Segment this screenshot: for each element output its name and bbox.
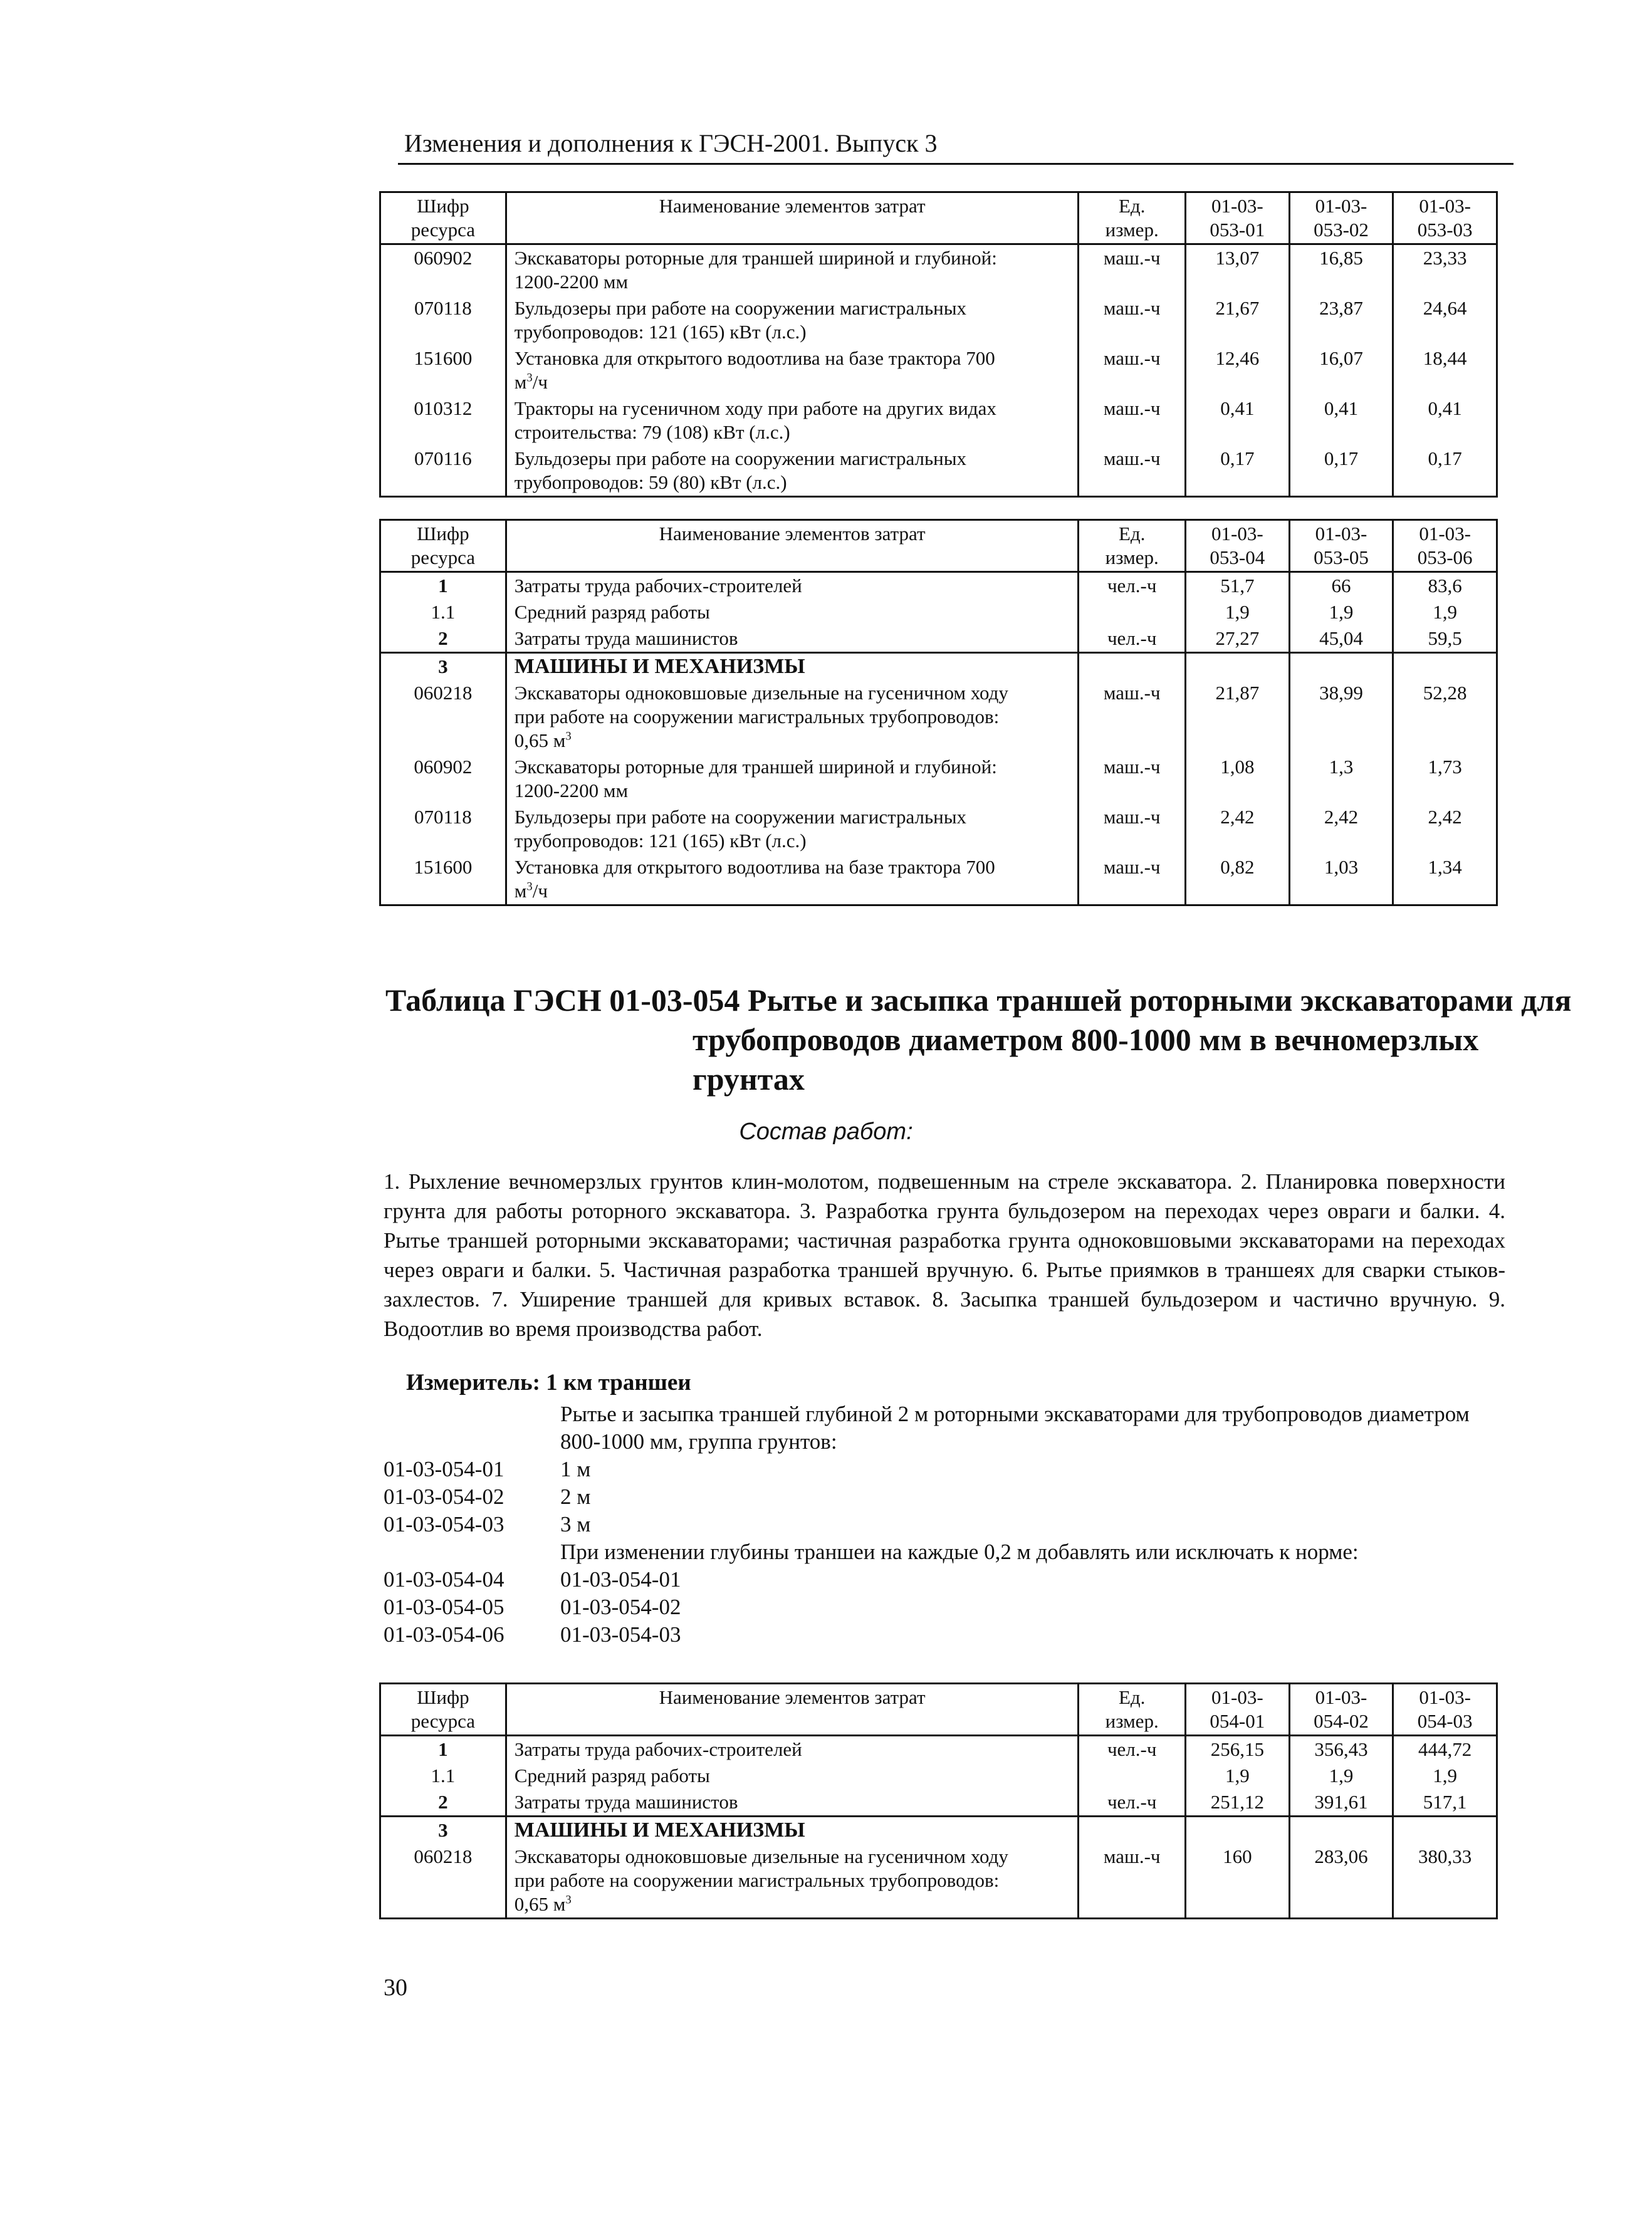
norm-item (384, 1511, 1512, 1538)
col-norm-header: 01-03- 053-05 (1289, 520, 1393, 572)
empty-cell (1393, 653, 1497, 681)
resource-code: 151600 (380, 854, 506, 905)
cost-table-054-01-03 (379, 1682, 1498, 1919)
norm-value: 251,12 (1186, 1789, 1290, 1817)
resource-name: Затраты труда рабочих-строителей (506, 1736, 1079, 1763)
table-row (380, 854, 1497, 905)
col-unit-header: Ед. измер. (1079, 520, 1186, 572)
norm-value: 160 (1186, 1844, 1290, 1919)
section-row (380, 653, 1497, 681)
resource-code: 060218 (380, 1844, 506, 1919)
norm-text: 2 м (560, 1484, 591, 1509)
norm-value: 1,9 (1186, 1763, 1290, 1789)
resource-name: Затраты труда машинистов (506, 625, 1079, 653)
resource-code: 060902 (380, 754, 506, 804)
norm-item (384, 1594, 1512, 1621)
resource-code: 070116 (380, 446, 506, 497)
unit (1079, 1763, 1186, 1789)
norm-value: 38,99 (1289, 680, 1393, 754)
resource-code: 060902 (380, 244, 506, 296)
norm-value: 51,7 (1186, 572, 1290, 600)
resource-code: 1 (380, 1736, 506, 1763)
table-row (380, 572, 1497, 600)
norm-code: 01-03-054-06 (384, 1622, 504, 1647)
norm-value: 12,46 (1186, 345, 1290, 395)
col-norm-header: 01-03- 054-01 (1186, 1684, 1290, 1736)
col-norm-header: 01-03- 053-01 (1186, 192, 1290, 244)
norm-code: 01-03-054-04 (384, 1567, 504, 1592)
col-norm-header: 01-03- 054-03 (1393, 1684, 1497, 1736)
norm-value: 18,44 (1393, 345, 1497, 395)
resource-code: 1.1 (380, 599, 506, 625)
norm-value: 1,73 (1393, 754, 1497, 804)
table-row (380, 680, 1497, 754)
col-norm-header: 01-03- 054-02 (1289, 1684, 1393, 1736)
col-code-header: Шифр ресурса (380, 1684, 506, 1736)
norm-value: 21,67 (1186, 295, 1290, 345)
table-row (380, 599, 1497, 625)
empty-cell (1289, 653, 1393, 681)
col-unit-header: Ед. измер. (1079, 192, 1186, 244)
resource-name: Средний разряд работы (506, 599, 1079, 625)
resource-name: Установка для открытого водоотлива на базе трактора 700 $м^3/ч$ (506, 345, 1079, 395)
norm-value: 283,06 (1289, 1844, 1393, 1919)
unit: маш.-ч (1079, 446, 1186, 497)
norm-value: 0,82 (1186, 854, 1290, 905)
norm-value: 356,43 (1289, 1736, 1393, 1763)
col-norm-header: 01-03- 053-04 (1186, 520, 1290, 572)
table-header-row (380, 192, 1497, 244)
resource-name: Бульдозеры при работе на сооружении магистральных трубопроводов: 121 (165) кВт (л.с.) (506, 804, 1079, 854)
section-name: МАШИНЫ И МЕХАНИЗМЫ (506, 653, 1079, 681)
table-header-row (380, 520, 1497, 572)
section-code: 3 (380, 1817, 506, 1844)
norm-value: 83,6 (1393, 572, 1497, 600)
table-row (380, 1736, 1497, 1763)
unit: маш.-ч (1079, 854, 1186, 905)
norm-value: 1,9 (1289, 1763, 1393, 1789)
norm-code: 01-03-054-01 (384, 1457, 504, 1481)
norm-value: 24,64 (1393, 295, 1497, 345)
empty-cell (1079, 1817, 1186, 1844)
norm-text: 1 м (560, 1457, 591, 1481)
cost-table-053-01-03 (379, 191, 1498, 498)
work-composition-text: 1. Рыхление вечномерзлых грунтов клин-молотом, подвешенным на стреле экскаватора. 2. Планировка поверхности грунта для работы роторного экскаватора. 3. Разработка грунта бульдозером на переходах через овраги и балки. 4. Рытье траншей роторными экскаваторами; частичная разработка грунта одноковшовыми экскаваторами на переходах через овраги и балки. 5. Частичная разработка траншей вручную. 6. Рытье приямков в траншеях для сварки стыков-захлестов. 7. Уширение траншей для кривых вставок. 8. Засыпка траншей бульдозером и частично вручную. 9. Водоотлив во время производства работ. (384, 1169, 1505, 1341)
col-name-header: Наименование элементов затрат (506, 1684, 1079, 1736)
unit: чел.-ч (1079, 572, 1186, 600)
norm-text: 3 м (560, 1512, 591, 1536)
norm-value: 1,9 (1186, 599, 1290, 625)
table-header-row (380, 1684, 1497, 1736)
norm-code: 01-03-054-03 (384, 1512, 504, 1536)
table-row (380, 295, 1497, 345)
norm-value: 1,3 (1289, 754, 1393, 804)
norm-value: 1,9 (1393, 599, 1497, 625)
empty-cell (1289, 1817, 1393, 1844)
unit: чел.-ч (1079, 1736, 1186, 1763)
table-row (380, 446, 1497, 497)
empty-cell (1186, 653, 1290, 681)
norm-value: 0,17 (1289, 446, 1393, 497)
norm-code: 01-03-054-02 (384, 1484, 504, 1509)
table-title-line: Таблица ГЭСН 01-03-054 Рытье и засыпка траншей роторными экскаваторами для (385, 983, 1572, 1018)
unit (1079, 599, 1186, 625)
norm-value: 2,42 (1289, 804, 1393, 854)
resource-code: 060218 (380, 680, 506, 754)
norm-value: 1,08 (1186, 754, 1290, 804)
table-row (380, 754, 1497, 804)
norm-item (384, 1621, 1512, 1649)
running-header: Изменения и дополнения к ГЭСН-2001. Выпуск 3 (404, 129, 938, 157)
resource-name: Затраты труда машинистов (506, 1789, 1079, 1817)
unit: маш.-ч (1079, 244, 1186, 296)
col-norm-header: 01-03- 053-02 (1289, 192, 1393, 244)
unit: маш.-ч (1079, 754, 1186, 804)
table-row (380, 1844, 1497, 1919)
unit: маш.-ч (1079, 295, 1186, 345)
col-code-header: Шифр ресурса (380, 520, 506, 572)
norm-value: 1,9 (1289, 599, 1393, 625)
resource-code: 070118 (380, 804, 506, 854)
norm-description: Рытье и засыпка траншей глубиной 2 м роторными экскаваторами для трубопроводов диаметром 800-1000 мм, группа грунтов: (560, 1402, 1470, 1454)
resource-name: Установка для открытого водоотлива на базе трактора 700 $м^3/ч$ (506, 854, 1079, 905)
resource-code: 151600 (380, 345, 506, 395)
norm-value: 13,07 (1186, 244, 1290, 296)
norm-value: 0,41 (1289, 395, 1393, 446)
section-name: МАШИНЫ И МЕХАНИЗМЫ (506, 1817, 1079, 1844)
norm-list (384, 1401, 1512, 1649)
norm-value: 0,41 (1186, 395, 1290, 446)
unit: чел.-ч (1079, 1789, 1186, 1817)
norm-code: 01-03-054-05 (384, 1595, 504, 1619)
resource-name: Затраты труда рабочих-строителей (506, 572, 1079, 600)
resource-name: Бульдозеры при работе на сооружении магистральных трубопроводов: 59 (80) кВт (л.с.) (506, 446, 1079, 497)
col-name-header: Наименование элементов затрат (506, 520, 1079, 572)
table-title (385, 981, 1572, 1099)
unit: чел.-ч (1079, 625, 1186, 653)
norm-description: При изменении глубины траншеи на каждые 0,2 м добавлять или исключать к норме: (560, 1540, 1359, 1564)
norm-value: 1,9 (1393, 1763, 1497, 1789)
norm-value: 1,03 (1289, 854, 1393, 905)
norm-value: 2,42 (1186, 804, 1290, 854)
norm-value: 66 (1289, 572, 1393, 600)
cost-table-053-04-06 (379, 519, 1498, 906)
unit: маш.-ч (1079, 1844, 1186, 1919)
norm-value: 444,72 (1393, 1736, 1497, 1763)
section-row (380, 1817, 1497, 1844)
norm-value: 59,5 (1393, 625, 1497, 653)
table-row (380, 244, 1497, 296)
table-row (380, 625, 1497, 653)
resource-code: 1 (380, 572, 506, 600)
col-norm-header: 01-03- 053-06 (1393, 520, 1497, 572)
resource-code: 2 (380, 625, 506, 653)
unit: маш.-ч (1079, 345, 1186, 395)
section-code: 3 (380, 653, 506, 681)
unit: маш.-ч (1079, 395, 1186, 446)
resource-code: 010312 (380, 395, 506, 446)
measure-value: 1 км траншеи (546, 1370, 691, 1395)
norm-value: 21,87 (1186, 680, 1290, 754)
col-unit-header: Ед. измер. (1079, 1684, 1186, 1736)
resource-name: Тракторы на гусеничном ходу при работе на других видах строительства: 79 (108) кВт (л.с.) (506, 395, 1079, 446)
resource-name: Средний разряд работы (506, 1763, 1079, 1789)
table-title-line: трубопроводов диаметром 800-1000 мм в вечномерзлых (693, 1022, 1479, 1057)
unit: маш.-ч (1079, 680, 1186, 754)
norm-value: 16,07 (1289, 345, 1393, 395)
norm-value: 391,61 (1289, 1789, 1393, 1817)
norm-value: 1,34 (1393, 854, 1497, 905)
norm-value: 0,17 (1186, 446, 1290, 497)
resource-name: Экскаваторы одноковшовые дизельные на гусеничном ходу при работе на сооружении магистральных трубопроводов: 0,65 $м^3$ (506, 1844, 1079, 1919)
col-code-header: Шифр ресурса (380, 192, 506, 244)
measure-label: Измеритель: (406, 1370, 540, 1395)
resource-name: Экскаваторы одноковшовые дизельные на гусеничном ходу при работе на сооружении магистральных трубопроводов: 0,65 $м^3$ (506, 680, 1079, 754)
resource-name: Экскаваторы роторные для траншей шириной и глубиной: 1200-2200 мм (506, 244, 1079, 296)
norm-text: 01-03-054-01 (560, 1567, 681, 1592)
work-composition-label: Состав работ: (739, 1119, 913, 1145)
resource-name: Бульдозеры при работе на сооружении магистральных трубопроводов: 121 (165) кВт (л.с.) (506, 295, 1079, 345)
table-row (380, 395, 1497, 446)
norm-value: 2,42 (1393, 804, 1497, 854)
norm-value: 0,41 (1393, 395, 1497, 446)
norm-value: 27,27 (1186, 625, 1290, 653)
norm-text: 01-03-054-02 (560, 1595, 681, 1619)
norm-text: 01-03-054-03 (560, 1622, 681, 1647)
table-title-line: грунтах (693, 1062, 805, 1097)
empty-cell (1393, 1817, 1497, 1844)
page-number: 30 (384, 1974, 407, 2001)
norm-item (384, 1566, 1512, 1594)
norm-value: 380,33 (1393, 1844, 1497, 1919)
unit: маш.-ч (1079, 804, 1186, 854)
col-norm-header: 01-03- 053-03 (1393, 192, 1497, 244)
empty-cell (1079, 653, 1186, 681)
norm-value: 16,85 (1289, 244, 1393, 296)
norm-value: 52,28 (1393, 680, 1497, 754)
norm-value: 0,17 (1393, 446, 1497, 497)
norm-value: 517,1 (1393, 1789, 1497, 1817)
norm-value: 23,87 (1289, 295, 1393, 345)
norm-value: 45,04 (1289, 625, 1393, 653)
resource-name: Экскаваторы роторные для траншей шириной и глубиной: 1200-2200 мм (506, 754, 1079, 804)
measure-unit (406, 1369, 691, 1396)
resource-code: 070118 (380, 295, 506, 345)
table-row (380, 804, 1497, 854)
empty-cell (1186, 1817, 1290, 1844)
resource-code: 1.1 (380, 1763, 506, 1789)
header-rule (398, 163, 1513, 165)
norm-item (384, 1456, 1512, 1483)
norm-value: 23,33 (1393, 244, 1497, 296)
table-row (380, 345, 1497, 395)
table-row (380, 1789, 1497, 1817)
resource-code: 2 (380, 1789, 506, 1817)
table-row (380, 1763, 1497, 1789)
norm-value: 256,15 (1186, 1736, 1290, 1763)
col-name-header: Наименование элементов затрат (506, 192, 1079, 244)
norm-item (384, 1483, 1512, 1511)
